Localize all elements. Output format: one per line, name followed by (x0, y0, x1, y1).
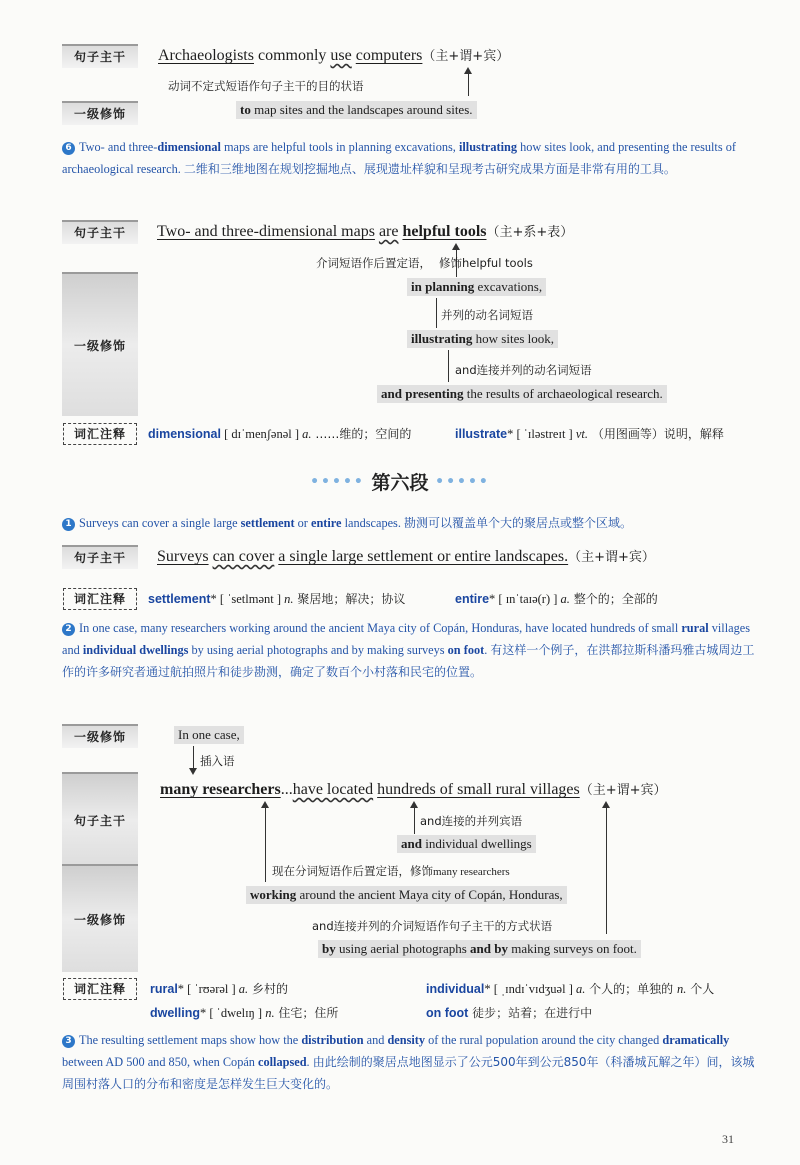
vocab-label: 词汇注释 (63, 423, 137, 445)
block2-note3: and连接并列的动名词短语 (455, 363, 592, 377)
block1-main-sentence: Archaeologists commonly use computers（主+谓+宾） (158, 47, 510, 64)
block2-mod3: and presenting the results of archaeological research. (377, 385, 667, 403)
vocab-dimensional: dimensional [ dɪˈmenʃənəl ] a. ……维的；空间的 (148, 427, 412, 441)
main-clause-label: 句子主干 (62, 44, 138, 68)
block3-main-sentence: Surveys can cover a single large settlement or entire landscapes.（主+谓+宾） (157, 548, 655, 565)
block4-note2: 现在分词短语作后置定语，修饰many researchers (272, 864, 510, 878)
level1-mod-label: 一级修饰 (62, 864, 138, 972)
vocab-label: 词汇注释 (63, 978, 137, 1000)
vocab-entire: entire* [ ɪnˈtaɪə(r) ] a. 整个的；全部的 (455, 592, 658, 606)
block1-modifier: to map sites and the landscapes around sites. (236, 101, 477, 119)
sentence-number-badge: 1 (62, 518, 75, 531)
level1-mod-label: 一级修饰 (62, 272, 138, 416)
level1-mod-label: 一级修饰 (62, 724, 138, 748)
block4-mod1: and individual dwellings (397, 835, 536, 853)
dots-decoration: ••••• (310, 474, 365, 490)
block4-mod3: by using aerial photographs and by making surveys on foot. (318, 940, 641, 958)
block2-main-sentence: Two- and three-dimensional maps are helpful tools（主+系+表） (157, 223, 574, 240)
block4-mod2: working around the ancient Maya city of Copán, Honduras, (246, 886, 567, 904)
main-clause-label: 句子主干 (62, 220, 138, 244)
dots-decoration: ••••• (435, 474, 490, 490)
paragraph-sentence-2: 2 In one case, many researchers working around the ancient Maya city of Copán, Honduras, have located hundreds of small rural villages and individual dwellings by using aerial photographs and by making surveys on foot. 有这样一个例子，在洪都拉斯科潘玛雅古城周边工作的许多研究者通过航拍照片和徒步勘测，确定了数百个小村落和民宅的位置。 (62, 621, 755, 679)
vocab-label: 词汇注释 (63, 588, 137, 610)
sentence-number-badge: 6 (62, 142, 75, 155)
vocab-settlement: settlement* [ ˈsetlmənt ] n. 聚居地；解决；协议 (148, 592, 406, 606)
page-number: 31 (722, 1132, 734, 1146)
block2-note1: 介词短语作后置定语， 修饰helpful tools (316, 256, 533, 270)
vocab-rural: rural* [ ˈrʊərəl ] a. 乡村的 (150, 982, 288, 996)
block4-main-sentence: many researchers...have located hundreds of small rural villages（主+谓+宾） (160, 781, 667, 798)
sentence-number-badge: 3 (62, 1035, 75, 1048)
block4-mod0: In one case, (174, 726, 244, 744)
block1-note: 动词不定式短语作句子主干的目的状语 (168, 79, 364, 93)
block4-note0: 插入语 (200, 754, 235, 768)
paragraph-sentence-3: 3 The resulting settlement maps show how the distribution and density of the rural population around the city changed dramatically between AD 500 and 850, when Copán collapsed. 由此绘制的聚居点地图显示了公元500年到公元850年（科潘城瓦解之年）间，该城周围村落人口的分布和密度是怎样发生巨大变化的。 (62, 1033, 755, 1091)
paragraph-sentence-6: 6 Two- and three-dimensional maps are helpful tools in planning excavations, illustrating how sites look, and presenting the results of archaeological research. 二维和三维地图在规划挖掘地点、展现遗址样貌和呈现考古研究成果方面是非常有用的工具。 (62, 140, 736, 176)
main-clause-label: 句子主干 (62, 545, 138, 569)
block1-arrow (464, 67, 472, 74)
main-clause-label: 句子主干 (62, 772, 138, 866)
vocab-on-foot: on foot 徒步；站着；在进行中 (426, 1006, 593, 1020)
sentence-number-badge: 2 (62, 623, 75, 636)
block4-note3: and连接并列的介词短语作句子主干的方式状语 (312, 919, 553, 933)
vocab-illustrate: illustrate* [ ˈɪləstreɪt ] vt. （用图画等）说明，解释 (455, 427, 724, 441)
level1-mod-label: 一级修饰 (62, 101, 138, 125)
block2-mod1: in planning excavations, (407, 278, 546, 296)
block4-note1: and连接的并列宾语 (420, 814, 523, 828)
block2-note2: 并列的动名词短语 (441, 308, 533, 322)
section-title: ••••• 第六段 ••••• (310, 472, 490, 494)
paragraph-sentence-1: 1 Surveys can cover a single large settlement or entire landscapes. 勘测可以覆盖单个大的聚居点或整个区域。 (62, 512, 756, 534)
vocab-dwelling: dwelling* [ ˈdwelɪŋ ] n. 住宅；住所 (150, 1006, 339, 1020)
vocab-individual: individual* [ ˌɪndɪˈvɪdʒuəl ] a. 个人的；单独的 n. 个人 (426, 982, 715, 996)
block2-mod2: illustrating how sites look, (407, 330, 558, 348)
